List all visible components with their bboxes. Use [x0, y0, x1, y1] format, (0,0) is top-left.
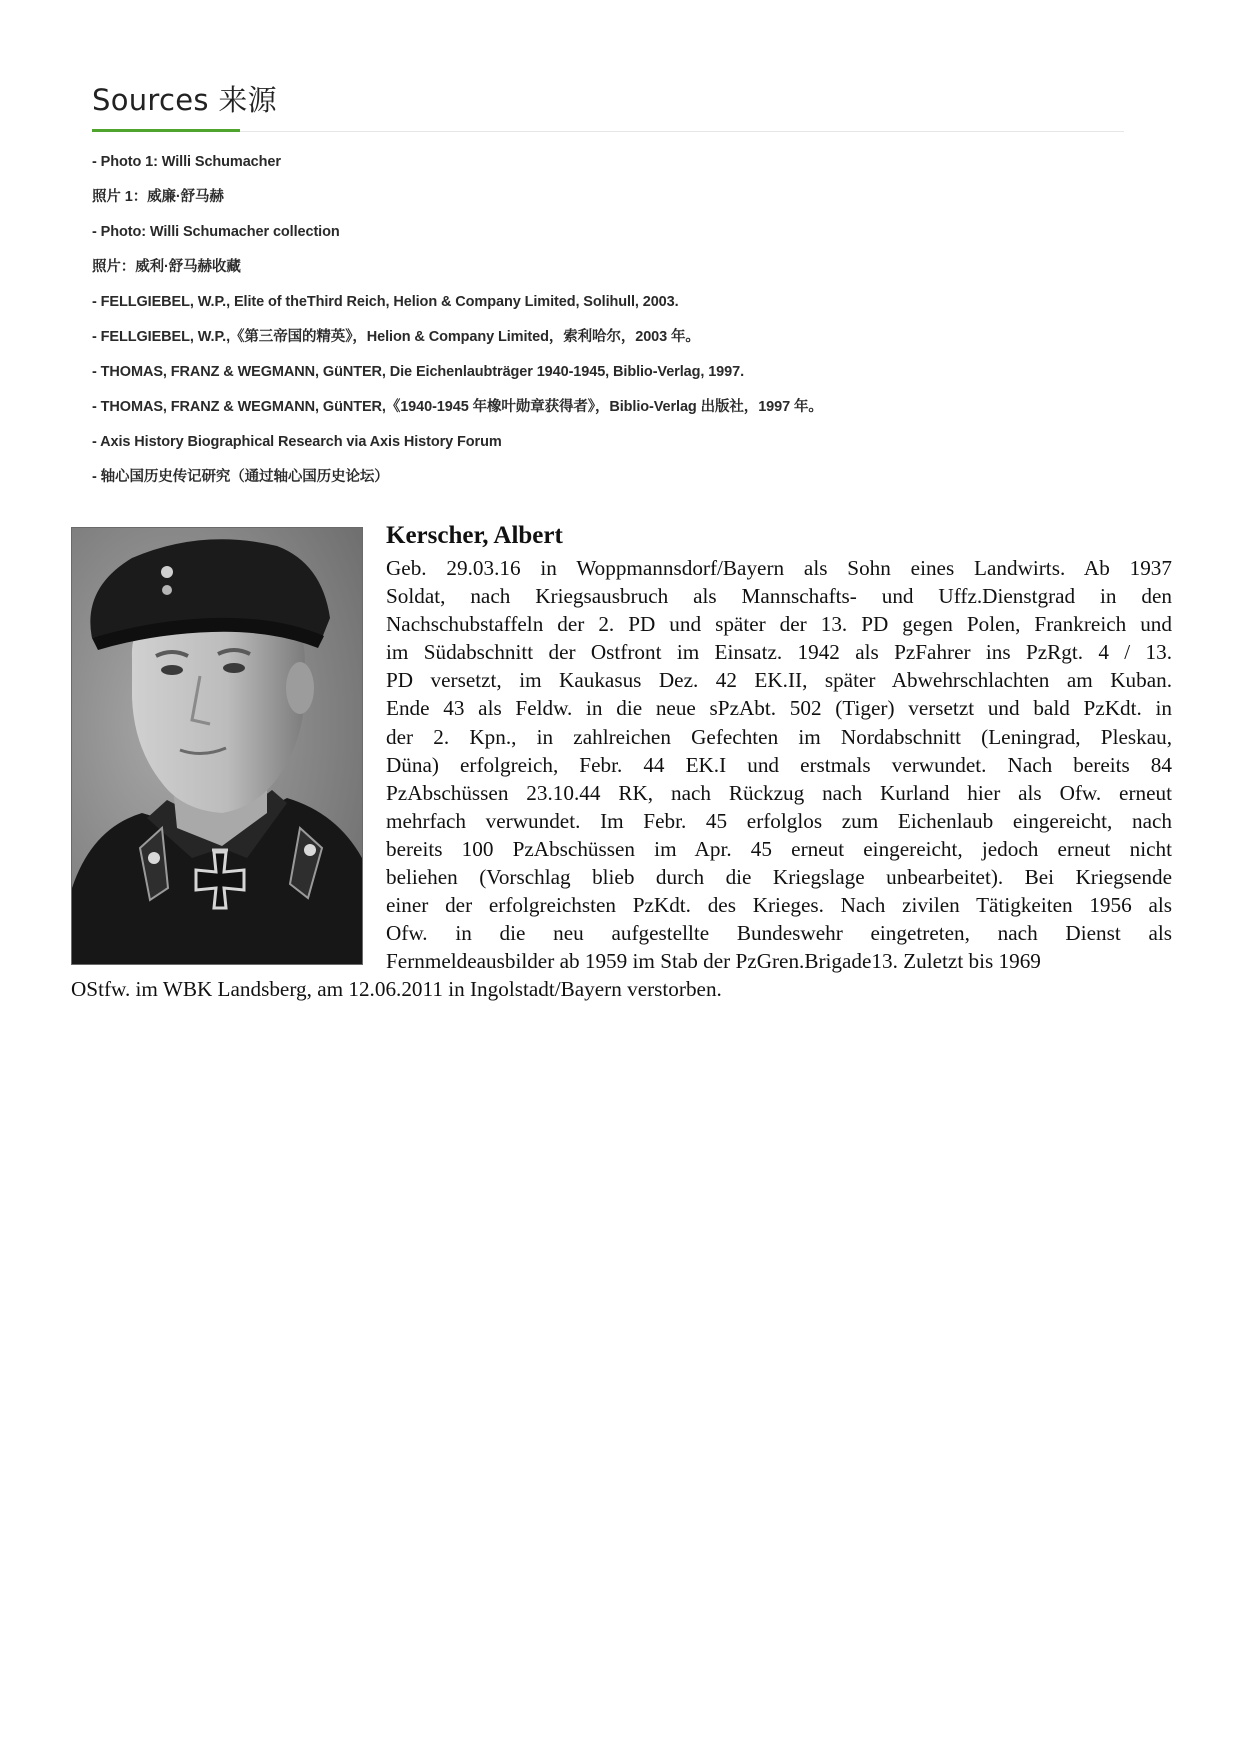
bio-paragraph	[386, 554, 1172, 975]
source-item: - FELLGIEBEL, W.P.,《第三帝国的精英》，Helion & Company Limited，索利哈尔，2003 年。	[92, 329, 700, 345]
bio-name: Kerscher, Albert	[386, 522, 563, 549]
bio-line: PD versetzt, im Kaukasus Dez. 42 EK.II, später Abwehrschlachten am Kuban.	[386, 668, 1172, 693]
source-item: 照片 1：威廉·舒马赫	[92, 189, 224, 205]
bio-line: Düna) erfolgreich, Febr. 44 EK.I und erstmals verwundet. Nach bereits 84	[386, 752, 1172, 777]
bio-line: Ende 43 als Feldw. in die neue sPzAbt. 502 (Tiger) versetzt und bald PzKdt. in	[386, 696, 1172, 721]
portrait-photo-icon	[72, 528, 362, 964]
sources-list	[92, 151, 1132, 501]
bio-line: PzAbschüssen 23.10.44 RK, nach Rückzug nach Kurland hier als Ofw. erneut	[386, 780, 1172, 805]
source-item: - FELLGIEBEL, W.P., Elite of theThird Reich, Helion & Company Limited, Solihull, 2003.	[92, 294, 679, 310]
portrait-photo	[71, 527, 363, 965]
source-item: - Axis History Biographical Research via Axis History Forum	[92, 434, 502, 450]
bio-line: bereits 100 PzAbschüssen im Apr. 45 erneut eingereicht, jedoch erneut nicht	[386, 836, 1172, 861]
heading-accent-underline	[92, 129, 240, 132]
source-item: - Photo 1: Willi Schumacher	[92, 154, 281, 170]
heading-divider	[92, 131, 1124, 132]
bio-line: der 2. Kpn., in zahlreichen Gefechten im Nordabschnitt (Leningrad, Pleskau,	[386, 724, 1172, 749]
bio-line: im Südabschnitt der Ostfront im Einsatz. 1942 als PzFahrer ins PzRgt. 4 / 13.	[386, 640, 1172, 665]
source-item: - THOMAS, FRANZ & WEGMANN, GüNTER,《1940-1945 年橡叶勋章获得者》，Biblio-Verlag 出版社，1997 年。	[92, 399, 823, 415]
bio-line: beliehen (Vorschlag blieb durch die Kriegslage unbearbeitet). Bei Kriegsende	[386, 865, 1172, 890]
source-item: - Photo: Willi Schumacher collection	[92, 224, 340, 240]
bio-line: Nachschubstaffeln der 2. PD und später der 13. PD gegen Polen, Frankreich und	[386, 612, 1172, 637]
sources-section-header	[92, 78, 1124, 134]
bio-line: Ofw. in die neu aufgestellte Bundeswehr eingetreten, nach Dienst als	[386, 921, 1172, 946]
bio-final-line: OStfw. im WBK Landsberg, am 12.06.2011 in Ingolstadt/Bayern verstorben.	[71, 977, 722, 1001]
bio-line: Geb. 29.03.16 in Woppmannsdorf/Bayern als Sohn eines Landwirts. Ab 1937	[386, 556, 1172, 580]
source-item: 照片：威利·舒马赫收藏	[92, 259, 241, 275]
bio-line: einer der erfolgreichsten PzKdt. des Krieges. Nach zivilen Tätigkeiten 1956 als	[386, 893, 1172, 918]
bio-line: Soldat, nach Kriegsausbruch als Mannschafts- und Uffz.Dienstgrad in den	[386, 584, 1172, 609]
bio-line: Fernmeldeausbilder ab 1959 im Stab der PzGren.Brigade13. Zuletzt bis 1969	[386, 949, 1041, 974]
sources-title: Sources 来源	[92, 83, 277, 117]
bio-line: mehrfach verwundet. Im Febr. 45 erfolglos zum Eichenlaub eingereicht, nach	[386, 808, 1172, 833]
source-item: - 轴心国历史传记研究（通过轴心国历史论坛）	[92, 469, 389, 485]
source-item: - THOMAS, FRANZ & WEGMANN, GüNTER, Die Eichenlaubträger 1940-1945, Biblio-Verlag, 1997.	[92, 364, 744, 380]
